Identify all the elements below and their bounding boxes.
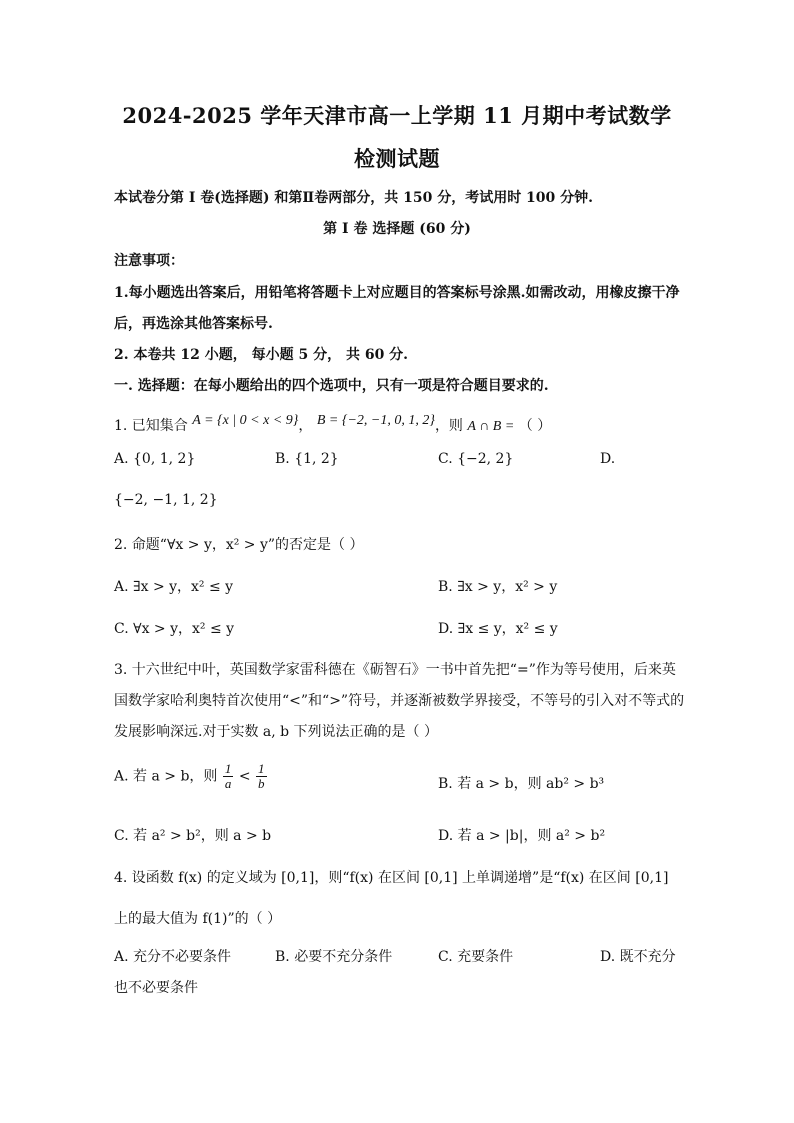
question-3-line-3: 发展影响深远.对于实数 a, b 下列说法正确的是（ ） [114, 724, 439, 740]
question-2-stem: 2. 命题“∀x > y，x² > y”的否定是（ ） [114, 537, 364, 553]
fraction-one-over-b [256, 762, 267, 791]
fraction-numerator: 1 [224, 761, 232, 776]
document-title: 2024-2025 学年天津市高一上学期 11 月期中考试数学 [122, 103, 672, 128]
q1-set-a: A = {x | 0 < x < 9} [192, 413, 299, 428]
question-4-line-1: 4. 设函数 f(x) 的定义域为 [0,1]，则“f(x) 在区间 [0,1] 上单调递增”是“f(x) 在区间 [0,1] [114, 870, 669, 886]
q2-option-d: D. ∃x ≤ y，x² ≤ y [438, 621, 558, 637]
notice-item-2: 2. 本卷共 12 小题， 每小题 5 分， 共 60 分. [114, 347, 409, 363]
fraction-denominator: a [224, 776, 232, 791]
q3-option-a-prefix: A. 若 a > b，则 [114, 768, 218, 785]
q1-suffix: ，则 [434, 418, 463, 434]
q1-option-c: C. {−2, 2} [438, 451, 514, 467]
q3-option-b: B. 若 a > b，则 ab² > b³ [438, 776, 605, 792]
question-1-stem [114, 415, 551, 435]
q4-option-c: C. 充要条件 [438, 949, 514, 965]
q4-option-d: D. 既不充分 [600, 949, 676, 965]
notice-heading: 注意事项： [114, 253, 184, 269]
part1-heading: 第 I 卷 选择题 (60 分) [323, 221, 471, 237]
q2-option-b: B. ∃x > y，x² > y [438, 579, 558, 595]
q1-option-a: A. {0, 1, 2} [114, 451, 196, 467]
q2-option-c: C. ∀x > y，x² ≤ y [114, 621, 235, 637]
q2-option-a: A. ∃x > y，x² ≤ y [114, 579, 234, 595]
q3-option-d: D. 若 a > |b|，则 a² > b² [438, 828, 606, 844]
less-than-sign: < [238, 768, 251, 785]
exam-intro: 本试卷分第 I 卷(选择题) 和第Ⅱ卷两部分，共 150 分，考试用时 100 分钟. [114, 190, 594, 206]
question-3-line-1: 3. 十六世纪中叶，英国数学家雷科德在《砺智石》一书中首先把“=”作为等号使用，后来英 [114, 662, 676, 678]
q1-sep: ， [298, 418, 313, 434]
q1-set-b: B = {−2, −1, 0, 1, 2} [316, 413, 435, 428]
q4-option-d-cont: 也不必要条件 [114, 980, 198, 996]
notice-item-1-cont: 后，再选涂其他答案标号. [114, 316, 273, 332]
section-heading: 一. 选择题：在每小题给出的四个选项中，只有一项是符合题目要求的. [114, 378, 549, 394]
q1-option-d-label: D. [600, 451, 616, 467]
q1-option-b: B. {1, 2} [275, 451, 339, 467]
q3-option-c: C. 若 a² > b²，则 a > b [114, 828, 272, 844]
q1-paren: （ ） [518, 418, 552, 434]
fraction-denominator: b [258, 776, 265, 791]
q3-option-a [114, 762, 268, 791]
question-4-line-2: 上的最大值为 f(1)”的（ ） [114, 911, 282, 927]
q1-expr: A ∩ B = [467, 419, 515, 434]
question-3-line-2: 国数学家哈利奥特首次使用“<”和“>”符号，并逐渐被数学界接受，不等号的引入对不等式的 [114, 693, 685, 709]
fraction-numerator: 1 [258, 761, 265, 776]
notice-item-1: 1.每小题选出答案后，用铅笔将答题卡上对应题目的答案标号涂黑.如需改动，用橡皮擦干净 [114, 285, 680, 301]
document-subtitle: 检测试题 [354, 146, 440, 171]
q4-option-a: A. 充分不必要条件 [114, 949, 232, 965]
fraction-one-over-a [223, 762, 234, 791]
q4-option-b: B. 必要不充分条件 [275, 949, 393, 965]
q1-option-d-value: {−2, −1, 1, 2} [114, 492, 218, 508]
q1-prefix: 1. 已知集合 [114, 418, 188, 434]
